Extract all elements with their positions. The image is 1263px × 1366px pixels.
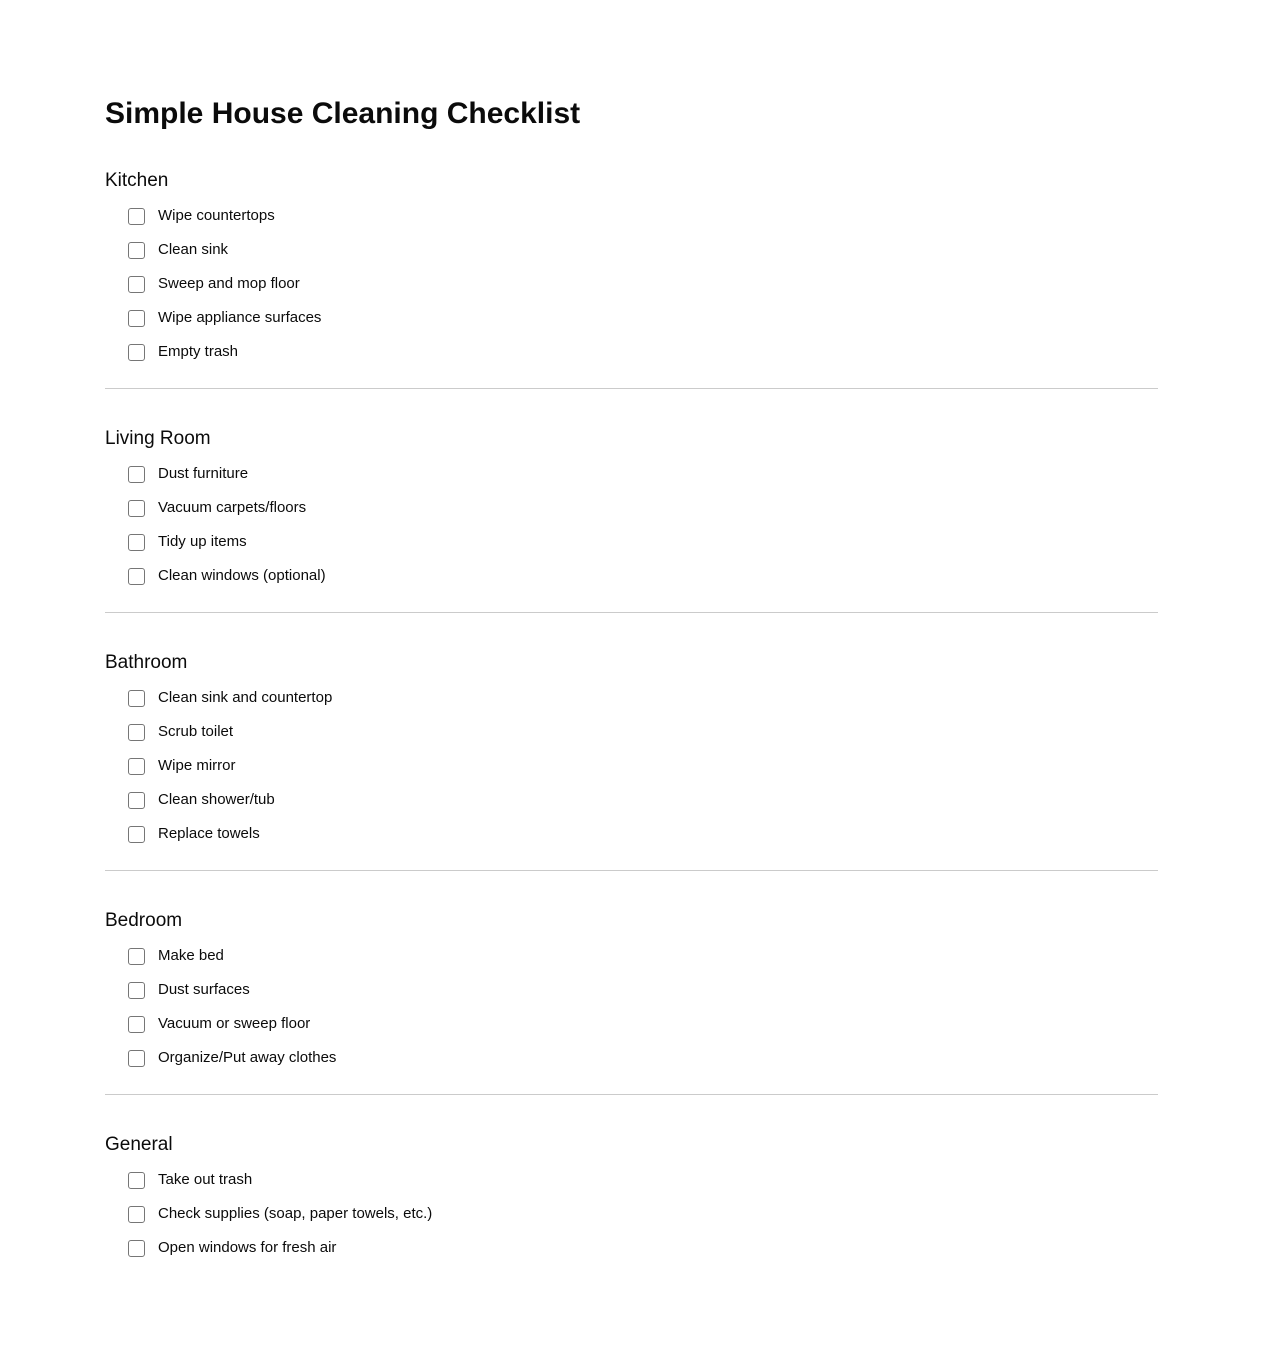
checkbox-dust-surfaces[interactable] <box>128 982 145 999</box>
task-row-dust-furniture[interactable] <box>105 464 1158 484</box>
checkbox-sweep-and-mop-floor[interactable] <box>128 276 145 293</box>
task-label: Clean shower/tub <box>158 791 275 808</box>
task-row-wipe-mirror[interactable] <box>105 756 1158 776</box>
checkbox-take-out-trash[interactable] <box>128 1172 145 1189</box>
task-row-clean-sink[interactable] <box>105 240 1158 260</box>
checkbox-clean-shower-tub[interactable] <box>128 792 145 809</box>
section-living-room <box>105 427 1158 586</box>
section-bedroom <box>105 909 1158 1068</box>
task-row-check-supplies[interactable] <box>105 1204 1158 1224</box>
task-row-dust-surfaces[interactable] <box>105 980 1158 1000</box>
task-label: Vacuum carpets/floors <box>158 499 307 516</box>
checkbox-empty-trash[interactable] <box>128 344 145 361</box>
task-label: Dust surfaces <box>158 981 250 998</box>
section-kitchen <box>105 169 1158 362</box>
checkbox-dust-furniture[interactable] <box>128 466 145 483</box>
page-title: Simple House Cleaning Checklist <box>105 97 581 130</box>
task-row-vacuum-or-sweep-floor[interactable] <box>105 1014 1158 1034</box>
checkbox-clean-sink-and-countertop[interactable] <box>128 690 145 707</box>
task-label: Clean sink <box>158 241 229 258</box>
task-label: Organize/Put away clothes <box>158 1049 337 1066</box>
section-heading-general: General <box>105 1134 173 1155</box>
task-label: Make bed <box>158 947 224 964</box>
task-label: Sweep and mop floor <box>158 275 300 292</box>
checkbox-wipe-appliance-surfaces[interactable] <box>128 310 145 327</box>
checkbox-make-bed[interactable] <box>128 948 145 965</box>
task-row-wipe-appliance-surfaces[interactable] <box>105 308 1158 328</box>
checkbox-vacuum-or-sweep-floor[interactable] <box>128 1016 145 1033</box>
task-row-scrub-toilet[interactable] <box>105 722 1158 742</box>
task-label: Dust furniture <box>158 465 249 482</box>
checkbox-vacuum-carpets-floors[interactable] <box>128 500 145 517</box>
task-label: Wipe countertops <box>158 207 275 224</box>
checkbox-organize-put-away-clothes[interactable] <box>128 1050 145 1067</box>
checkbox-scrub-toilet[interactable] <box>128 724 145 741</box>
task-label: Clean sink and countertop <box>158 689 333 706</box>
task-label: Check supplies (soap, paper towels, etc.) <box>158 1205 433 1222</box>
task-row-tidy-up-items[interactable] <box>105 532 1158 552</box>
section-heading-kitchen: Kitchen <box>105 170 169 191</box>
section-divider <box>105 388 1158 389</box>
section-heading-bathroom: Bathroom <box>105 652 188 673</box>
section-divider <box>105 612 1158 613</box>
checkbox-tidy-up-items[interactable] <box>128 534 145 551</box>
section-heading-living-room: Living Room <box>105 428 211 449</box>
task-row-vacuum-carpets-floors[interactable] <box>105 498 1158 518</box>
task-label: Tidy up items <box>158 533 247 550</box>
task-label: Wipe mirror <box>158 757 236 774</box>
checkbox-check-supplies[interactable] <box>128 1206 145 1223</box>
section-divider <box>105 1094 1158 1095</box>
section-bathroom <box>105 651 1158 844</box>
checkbox-wipe-mirror[interactable] <box>128 758 145 775</box>
task-row-take-out-trash[interactable] <box>105 1170 1158 1190</box>
checkbox-clean-windows[interactable] <box>128 568 145 585</box>
section-divider <box>105 870 1158 871</box>
task-row-clean-shower-tub[interactable] <box>105 790 1158 810</box>
task-row-organize-put-away-clothes[interactable] <box>105 1048 1158 1068</box>
task-label: Scrub toilet <box>158 723 234 740</box>
task-row-clean-windows[interactable] <box>105 566 1158 586</box>
task-row-clean-sink-and-countertop[interactable] <box>105 688 1158 708</box>
task-label: Clean windows (optional) <box>158 567 326 584</box>
checkbox-wipe-countertops[interactable] <box>128 208 145 225</box>
task-row-empty-trash[interactable] <box>105 342 1158 362</box>
task-label: Open windows for fresh air <box>158 1239 337 1256</box>
task-row-replace-towels[interactable] <box>105 824 1158 844</box>
task-label: Replace towels <box>158 825 260 842</box>
checkbox-replace-towels[interactable] <box>128 826 145 843</box>
task-label: Take out trash <box>158 1171 253 1188</box>
task-row-wipe-countertops[interactable] <box>105 206 1158 226</box>
task-row-open-windows-for-fresh-air[interactable] <box>105 1238 1158 1258</box>
task-label: Wipe appliance surfaces <box>158 309 322 326</box>
task-label: Empty trash <box>158 343 239 360</box>
checkbox-clean-sink[interactable] <box>128 242 145 259</box>
task-label: Vacuum or sweep floor <box>158 1015 311 1032</box>
task-row-sweep-and-mop-floor[interactable] <box>105 274 1158 294</box>
section-heading-bedroom: Bedroom <box>105 910 183 931</box>
task-row-make-bed[interactable] <box>105 946 1158 966</box>
section-general <box>105 1133 1158 1258</box>
checkbox-open-windows-for-fresh-air[interactable] <box>128 1240 145 1257</box>
